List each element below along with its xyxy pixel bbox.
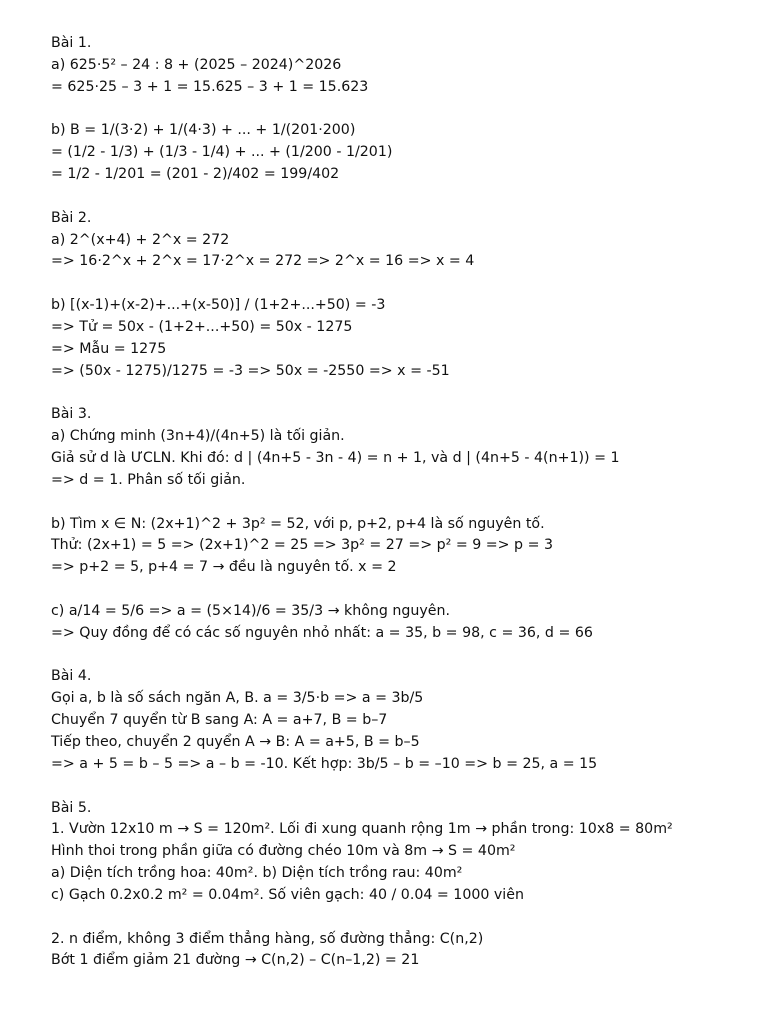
- heading-bai-5: Bài 5.: [51, 799, 92, 816]
- text-line: = 1/2 - 1/201 = (201 - 2)/402 = 199/402: [51, 166, 340, 183]
- heading-bai-3: Bài 3.: [51, 406, 92, 423]
- text-line: 1. Vườn 12x10 m → S = 120m². Lối đi xung quanh rộng 1m → phần trong: 10x8 = 80m²: [51, 821, 673, 838]
- text-line: => Quy đồng để có các số nguyên nhỏ nhất: a = 35, b = 98, c = 36, d = 66: [51, 624, 593, 641]
- text-line: Hình thoi trong phần giữa có đường chéo 10m và 8m → S = 40m²: [51, 843, 516, 860]
- blank-line: [51, 99, 768, 121]
- text-line: b) [(x-1)+(x-2)+...+(x-50)] / (1+2+...+50) = -3: [51, 297, 386, 314]
- text-line: a) Chứng minh (3n+4)/(4n+5) là tối giản.: [51, 428, 345, 445]
- text-line: => d = 1. Phân số tối giản.: [51, 471, 246, 488]
- text-line: => (50x - 1275)/1275 = -3 => 50x = -2550 => x = -51: [51, 362, 450, 379]
- text-line: b) Tìm x ∈ N: (2x+1)^2 + 3p² = 52, với p, p+2, p+4 là số nguyên tố.: [51, 515, 545, 532]
- blank-line: [51, 186, 768, 208]
- text-line: a) 2^(x+4) + 2^x = 272: [51, 231, 230, 248]
- text-line: a) Diện tích trồng hoa: 40m². b) Diện tích trồng rau: 40m²: [51, 865, 463, 882]
- heading-bai-1: Bài 1.: [51, 35, 92, 51]
- text-line: = 625·25 – 3 + 1 = 15.625 – 3 + 1 = 15.623: [51, 78, 369, 95]
- heading-bai-4: Bài 4.: [51, 668, 92, 685]
- text-line: => p+2 = 5, p+4 = 7 → đều là nguyên tố. x = 2: [51, 559, 397, 576]
- text-line: Chuyển 7 quyển từ B sang A: A = a+7, B = b–7: [51, 712, 388, 729]
- text-line: c) Gạch 0.2x0.2 m² = 0.04m². Số viên gạch: 40 / 0.04 = 1000 viên: [51, 886, 524, 903]
- blank-line: [51, 383, 768, 405]
- text-line: Bớt 1 điểm giảm 21 đường → C(n,2) – C(n–1,2) = 21: [51, 952, 420, 969]
- text-line: Giả sử d là ƯCLN. Khi đó: d | (4n+5 - 3n - 4) = n + 1, và d | (4n+5 - 4(n+1)) = 1: [51, 450, 620, 467]
- text-line: b) B = 1/(3·2) + 1/(4·3) + ... + 1/(201·200): [51, 122, 356, 139]
- heading-bai-2: Bài 2.: [51, 209, 92, 226]
- text-line: => 16·2^x + 2^x = 17·2^x = 272 => 2^x = 16 => x = 4: [51, 253, 475, 270]
- blank-line: [51, 492, 768, 514]
- text-line: Tiếp theo, chuyển 2 quyển A → B: A = a+5, B = b–5: [51, 734, 420, 750]
- text-line: = (1/2 - 1/3) + (1/3 - 1/4) + ... + (1/200 - 1/201): [51, 144, 393, 161]
- text-line: c) a/14 = 5/6 => a = (5×14)/6 = 35/3 → không nguyên.: [51, 602, 451, 619]
- blank-line: [51, 579, 768, 601]
- text-line: => Tử = 50x - (1+2+...+50) = 50x - 1275: [51, 318, 353, 335]
- text-line: Gọi a, b là số sách ngăn A, B. a = 3/5·b => a = 3b/5: [51, 690, 424, 707]
- text-line: => Mẫu = 1275: [51, 340, 167, 357]
- blank-line: [51, 273, 768, 295]
- blank-line: [51, 645, 768, 667]
- text-line: => a + 5 = b – 5 => a – b = -10. Kết hợp: 3b/5 – b = –10 => b = 25, a = 15: [51, 755, 598, 772]
- text-line: Thử: (2x+1) = 5 => (2x+1)^2 = 25 => 3p² = 27 => p² = 9 => p = 3: [51, 537, 553, 554]
- blank-line: [51, 907, 768, 929]
- text-line: 2. n điểm, không 3 điểm thẳng hàng, số đường thẳng: C(n,2): [51, 930, 484, 947]
- text-line: a) 625·5² – 24 : 8 + (2025 – 2024)^2026: [51, 56, 342, 73]
- blank-line: [51, 776, 768, 798]
